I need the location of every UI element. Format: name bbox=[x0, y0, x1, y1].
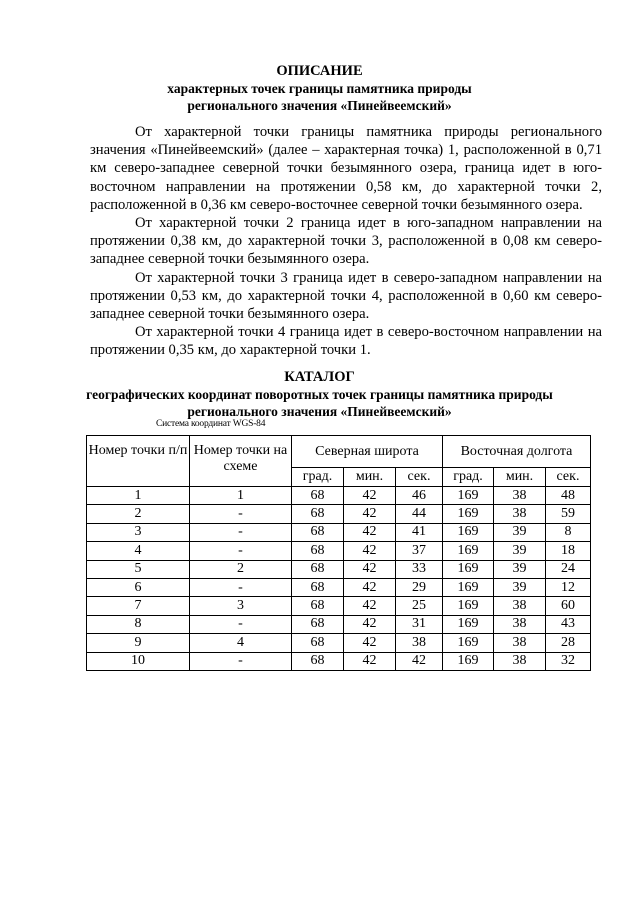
cell-lat-seconds: 31 bbox=[396, 615, 443, 633]
catalog-subtitle-line1: географических координат поворотных точек границы памятника природы bbox=[86, 387, 553, 402]
table-row bbox=[87, 634, 591, 652]
cell-lon-seconds: 24 bbox=[546, 560, 591, 578]
cell-lon-seconds: 32 bbox=[546, 652, 591, 670]
cell-lat-minutes: 42 bbox=[344, 542, 396, 560]
cell-lon-seconds: 60 bbox=[546, 597, 591, 615]
cell-scheme-number: 2 bbox=[190, 560, 292, 578]
table-row bbox=[87, 560, 591, 578]
cell-lon-seconds: 48 bbox=[546, 487, 591, 505]
cell-lat-seconds: 44 bbox=[396, 505, 443, 523]
cell-scheme-number: - bbox=[190, 523, 292, 541]
cell-lon-degrees: 169 bbox=[443, 542, 494, 560]
cell-lat-degrees: 68 bbox=[292, 560, 344, 578]
cell-lon-minutes: 38 bbox=[494, 597, 546, 615]
cell-scheme-number: 3 bbox=[190, 597, 292, 615]
cell-lat-minutes: 42 bbox=[344, 578, 396, 596]
cell-lat-degrees: 68 bbox=[292, 652, 344, 670]
cell-lon-degrees: 169 bbox=[443, 505, 494, 523]
cell-lon-degrees: 169 bbox=[443, 652, 494, 670]
cell-lon-degrees: 169 bbox=[443, 487, 494, 505]
cell-lat-minutes: 42 bbox=[344, 652, 396, 670]
coordinates-table bbox=[86, 435, 591, 671]
cell-lon-minutes: 38 bbox=[494, 652, 546, 670]
description-paragraph: От характерной точки 2 граница идет в юго-западном направлении на протяжении 0,38 км, до характерной точки 3, расположенной в 0,08 км северо-западнее северной точки безымянного озера. bbox=[90, 215, 602, 268]
cell-point-number: 10 bbox=[87, 652, 190, 670]
description-paragraph: От характерной точки границы памятника природы регионального значения «Пинейвеемский» (далее – характерная точка) 1, расположенной в 0,71 км северо-западнее северной точки безымянного озера, граница идет в юго-восточном направлении на протяжении 0,58 км, до характерной точки 2, расположенной в 0,36 км северо-восточнее северной точки безымянного озера. bbox=[90, 124, 602, 213]
cell-lat-seconds: 29 bbox=[396, 578, 443, 596]
header-lon-degrees: град. bbox=[443, 468, 494, 487]
description-paragraph: От характерной точки 3 граница идет в северо-западном направлении на протяжении 0,53 км, до характерной точки 4, расположенной в 0,60 км северо-западнее северной точки безымянного озера. bbox=[90, 269, 602, 323]
cell-lon-seconds: 8 bbox=[546, 523, 591, 541]
header-east-longitude: Восточная долгота bbox=[443, 436, 591, 468]
cell-lat-minutes: 42 bbox=[344, 634, 396, 652]
description-subtitle-line1: характерных точек границы памятника природы bbox=[167, 81, 472, 96]
cell-lat-degrees: 68 bbox=[292, 487, 344, 505]
cell-lon-minutes: 39 bbox=[494, 578, 546, 596]
table-row bbox=[87, 652, 591, 670]
table-row bbox=[87, 542, 591, 560]
table-row bbox=[87, 615, 591, 633]
cell-point-number: 4 bbox=[87, 542, 190, 560]
cell-scheme-number: - bbox=[190, 578, 292, 596]
header-point-number: Номер точки п/п bbox=[87, 436, 190, 487]
cell-scheme-number: - bbox=[190, 652, 292, 670]
description-body bbox=[90, 123, 602, 360]
header-lon-seconds: сек. bbox=[546, 468, 591, 487]
table-row bbox=[87, 505, 591, 523]
cell-lat-degrees: 68 bbox=[292, 542, 344, 560]
table-row bbox=[87, 523, 591, 541]
catalog-title: КАТАЛОГ bbox=[284, 369, 355, 385]
cell-point-number: 2 bbox=[87, 505, 190, 523]
cell-point-number: 7 bbox=[87, 597, 190, 615]
cell-lon-seconds: 59 bbox=[546, 505, 591, 523]
cell-lat-seconds: 41 bbox=[396, 523, 443, 541]
cell-lon-degrees: 169 bbox=[443, 615, 494, 633]
cell-point-number: 3 bbox=[87, 523, 190, 541]
cell-lat-minutes: 42 bbox=[344, 523, 396, 541]
coordinate-system-note: Система координат WGS-84 bbox=[156, 419, 266, 429]
cell-lon-degrees: 169 bbox=[443, 560, 494, 578]
cell-lon-seconds: 12 bbox=[546, 578, 591, 596]
cell-lon-minutes: 39 bbox=[494, 542, 546, 560]
header-north-latitude: Северная широта bbox=[292, 436, 443, 468]
cell-lat-degrees: 68 bbox=[292, 505, 344, 523]
cell-point-number: 1 bbox=[87, 487, 190, 505]
cell-lon-degrees: 169 bbox=[443, 523, 494, 541]
cell-lat-seconds: 46 bbox=[396, 487, 443, 505]
cell-point-number: 5 bbox=[87, 560, 190, 578]
cell-scheme-number: 1 bbox=[190, 487, 292, 505]
cell-scheme-number: - bbox=[190, 542, 292, 560]
catalog-subtitle-line2: регионального значения «Пинейвеемский» bbox=[187, 404, 452, 419]
description-title: ОПИСАНИЕ bbox=[276, 63, 363, 79]
cell-lon-degrees: 169 bbox=[443, 634, 494, 652]
cell-lon-minutes: 39 bbox=[494, 523, 546, 541]
header-lat-degrees: град. bbox=[292, 468, 344, 487]
table-row bbox=[87, 578, 591, 596]
cell-scheme-number: - bbox=[190, 505, 292, 523]
header-lon-minutes: мин. bbox=[494, 468, 546, 487]
cell-lon-seconds: 43 bbox=[546, 615, 591, 633]
cell-lon-seconds: 18 bbox=[546, 542, 591, 560]
cell-lat-minutes: 42 bbox=[344, 487, 396, 505]
cell-lon-minutes: 38 bbox=[494, 615, 546, 633]
header-lat-seconds: сек. bbox=[396, 468, 443, 487]
cell-lat-degrees: 68 bbox=[292, 597, 344, 615]
cell-lat-minutes: 42 bbox=[344, 615, 396, 633]
cell-lat-minutes: 42 bbox=[344, 505, 396, 523]
cell-lat-seconds: 25 bbox=[396, 597, 443, 615]
cell-lon-degrees: 169 bbox=[443, 578, 494, 596]
cell-lat-degrees: 68 bbox=[292, 578, 344, 596]
cell-point-number: 6 bbox=[87, 578, 190, 596]
cell-lon-minutes: 38 bbox=[494, 505, 546, 523]
cell-lat-minutes: 42 bbox=[344, 560, 396, 578]
cell-lat-seconds: 37 bbox=[396, 542, 443, 560]
cell-lat-seconds: 33 bbox=[396, 560, 443, 578]
cell-lat-degrees: 68 bbox=[292, 523, 344, 541]
table-row bbox=[87, 597, 591, 615]
header-scheme-number: Номер точки на схеме bbox=[190, 436, 292, 487]
cell-lon-seconds: 28 bbox=[546, 634, 591, 652]
cell-scheme-number: - bbox=[190, 615, 292, 633]
cell-lon-minutes: 38 bbox=[494, 487, 546, 505]
cell-lat-degrees: 68 bbox=[292, 615, 344, 633]
cell-lon-minutes: 39 bbox=[494, 560, 546, 578]
cell-lon-minutes: 38 bbox=[494, 634, 546, 652]
description-paragraph: От характерной точки 4 граница идет в северо-восточном направлении на протяжении 0,35 км, до характерной точки 1. bbox=[90, 324, 602, 359]
cell-lat-seconds: 42 bbox=[396, 652, 443, 670]
cell-lat-minutes: 42 bbox=[344, 597, 396, 615]
cell-lat-degrees: 68 bbox=[292, 634, 344, 652]
header-lat-minutes: мин. bbox=[344, 468, 396, 487]
cell-point-number: 9 bbox=[87, 634, 190, 652]
cell-lat-seconds: 38 bbox=[396, 634, 443, 652]
description-subtitle-line2: регионального значения «Пинейвеемский» bbox=[187, 98, 452, 113]
table-row bbox=[87, 487, 591, 505]
cell-scheme-number: 4 bbox=[190, 634, 292, 652]
cell-point-number: 8 bbox=[87, 615, 190, 633]
cell-lon-degrees: 169 bbox=[443, 597, 494, 615]
